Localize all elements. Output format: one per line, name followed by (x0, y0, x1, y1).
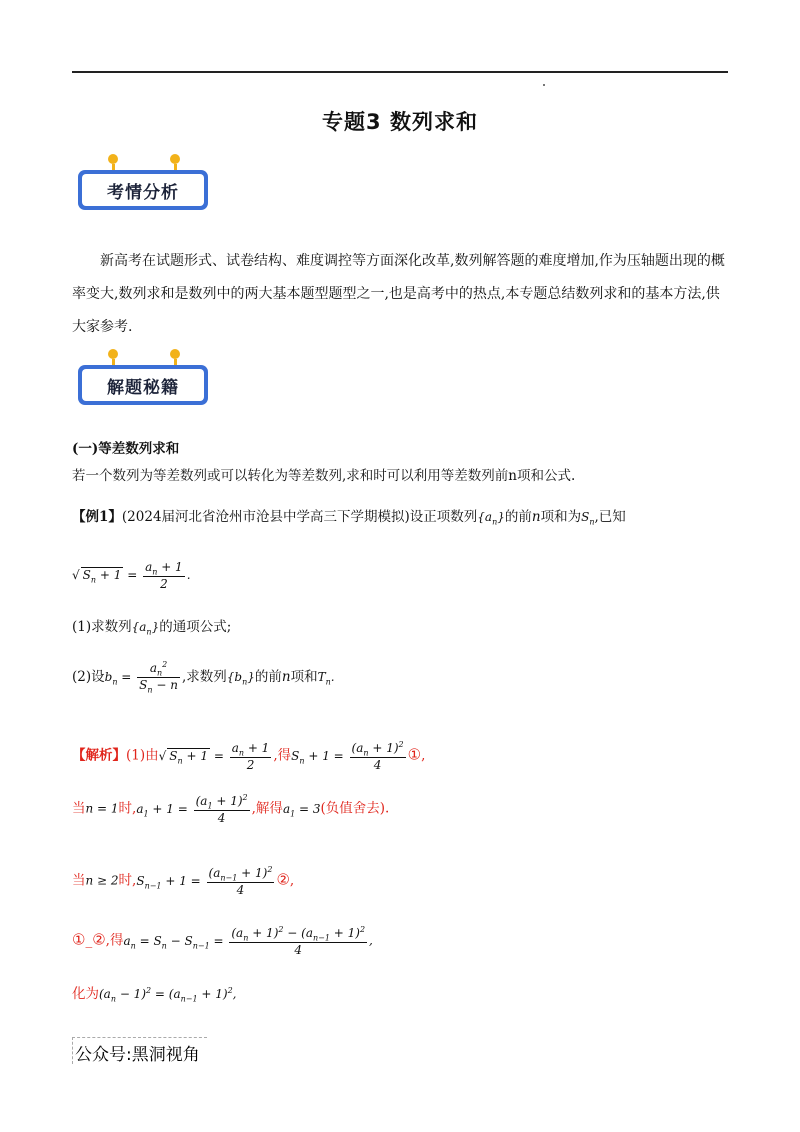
question-text: 项和 (290, 668, 318, 685)
circled-two: ② (276, 870, 290, 889)
solution-text: ,得 (273, 747, 292, 764)
solution-step-1: 【解析】(1)由√ $S_n + 1$ = $\frac{a_n + 1}{2}$ ,得$S_n + 1$ = $\frac{(a_n + 1)^2}{4}$ ①, (72, 740, 426, 773)
section-statement: 若一个数列为等差数列或可以转化为等差数列,求和时可以利用等差数列前n项和公式. (72, 468, 576, 484)
watermark-text: 公众号:黑洞视角 (75, 1045, 200, 1065)
example-source: (2024届河北省沧州市沧县中学高三下学期模拟) (121, 509, 410, 525)
watermark-box (72, 1037, 207, 1064)
solution-text: 时, (118, 800, 137, 817)
solution-step-2: 当n = 1时$,a_1 + 1$ = $\frac{(a_1 + 1)^2}{4}$ ,解得$a_1 = 3$(负值舍去). (72, 793, 390, 826)
secrets-badge (78, 349, 208, 407)
question-text: ,求数列 (181, 668, 227, 685)
analysis-badge (78, 154, 208, 212)
example-text: 的前 (504, 509, 532, 525)
question-text: (1)求数列 (72, 619, 132, 635)
example-text: ,已知 (594, 509, 626, 525)
solution-text: ,得 (105, 932, 124, 949)
solution-text: (1)由 (126, 747, 159, 764)
solution-text: 时, (118, 872, 137, 889)
header-rule (72, 71, 728, 73)
secrets-badge-label: 解题秘籍 (82, 369, 204, 401)
analysis-badge-label: 考情分析 (82, 174, 204, 206)
solution-text: _ (85, 932, 93, 949)
page-title: 专题3 数列求和 (322, 110, 478, 134)
example-intro: 【例1】(2024届河北省沧州市沧县中学高三下学期模拟)设正项数列$\{a_n\}$的前n项和为$S_n$,已知 (72, 509, 626, 527)
example-text: 设正项数列 (409, 509, 478, 525)
example-tag: 【例1】 (72, 509, 122, 525)
solution-step-3: 当n ≥ 2时$,S_{n-1} + 1$ = $\frac{(a_{n-1} + 1)^2}{4}$ ②, (72, 865, 295, 898)
intro-paragraph: 新高考在试题形式、试卷结构、难度调控等方面深化改革,数列解答题的难度增加,作为压轴题出现的概率变大,数列求和是数列中的两大基本题型题型之一,也是高考中的热点,本专题总结数列求和的基本方法,供大家参考. (72, 253, 725, 335)
solution-text: 当 (72, 800, 86, 817)
question-text: (2)设 (72, 668, 105, 685)
given-equation: √ $S_n + 1$ = $\frac{a_n + 1}{2}$ . (72, 560, 191, 592)
solution-text: 当 (72, 872, 86, 889)
solution-text: ,解得 (251, 800, 283, 817)
decorative-dot (543, 84, 545, 86)
question-2: (2)设$b_n$ = $\frac{a_n^2}{S_n - n}$ ,求数列$\{b_n\}$的前n项和$T_n$. (72, 660, 335, 695)
circled-one: ① (72, 930, 86, 949)
solution-step-4: ①_②,得$a_n = S_n - S_{n-1}$ = $\frac{(a_n + 1)^2 - (a_{n-1} + 1)^2}{4}$ , (72, 925, 373, 958)
example-text: 项和为 (540, 509, 582, 525)
question-text: 的通项公式; (159, 619, 232, 635)
question-1: (1)求数列$\{a_n\}$的通项公式; (72, 619, 232, 637)
solution-text: , (289, 872, 295, 889)
section-heading: (一)等差数列求和 (72, 441, 180, 457)
circled-two: ② (92, 930, 106, 949)
circled-one: ① (407, 745, 422, 764)
solution-text: (负值舍去). (320, 800, 390, 817)
solution-tag: 【解析】 (72, 747, 126, 764)
question-text: 的前 (254, 668, 282, 685)
solution-step-5: 化为$(a_n - 1)^2 = (a_{n-1} + 1)^2$, (72, 986, 237, 1004)
solution-text: , (421, 747, 426, 764)
solution-text: 化为 (72, 986, 99, 1002)
